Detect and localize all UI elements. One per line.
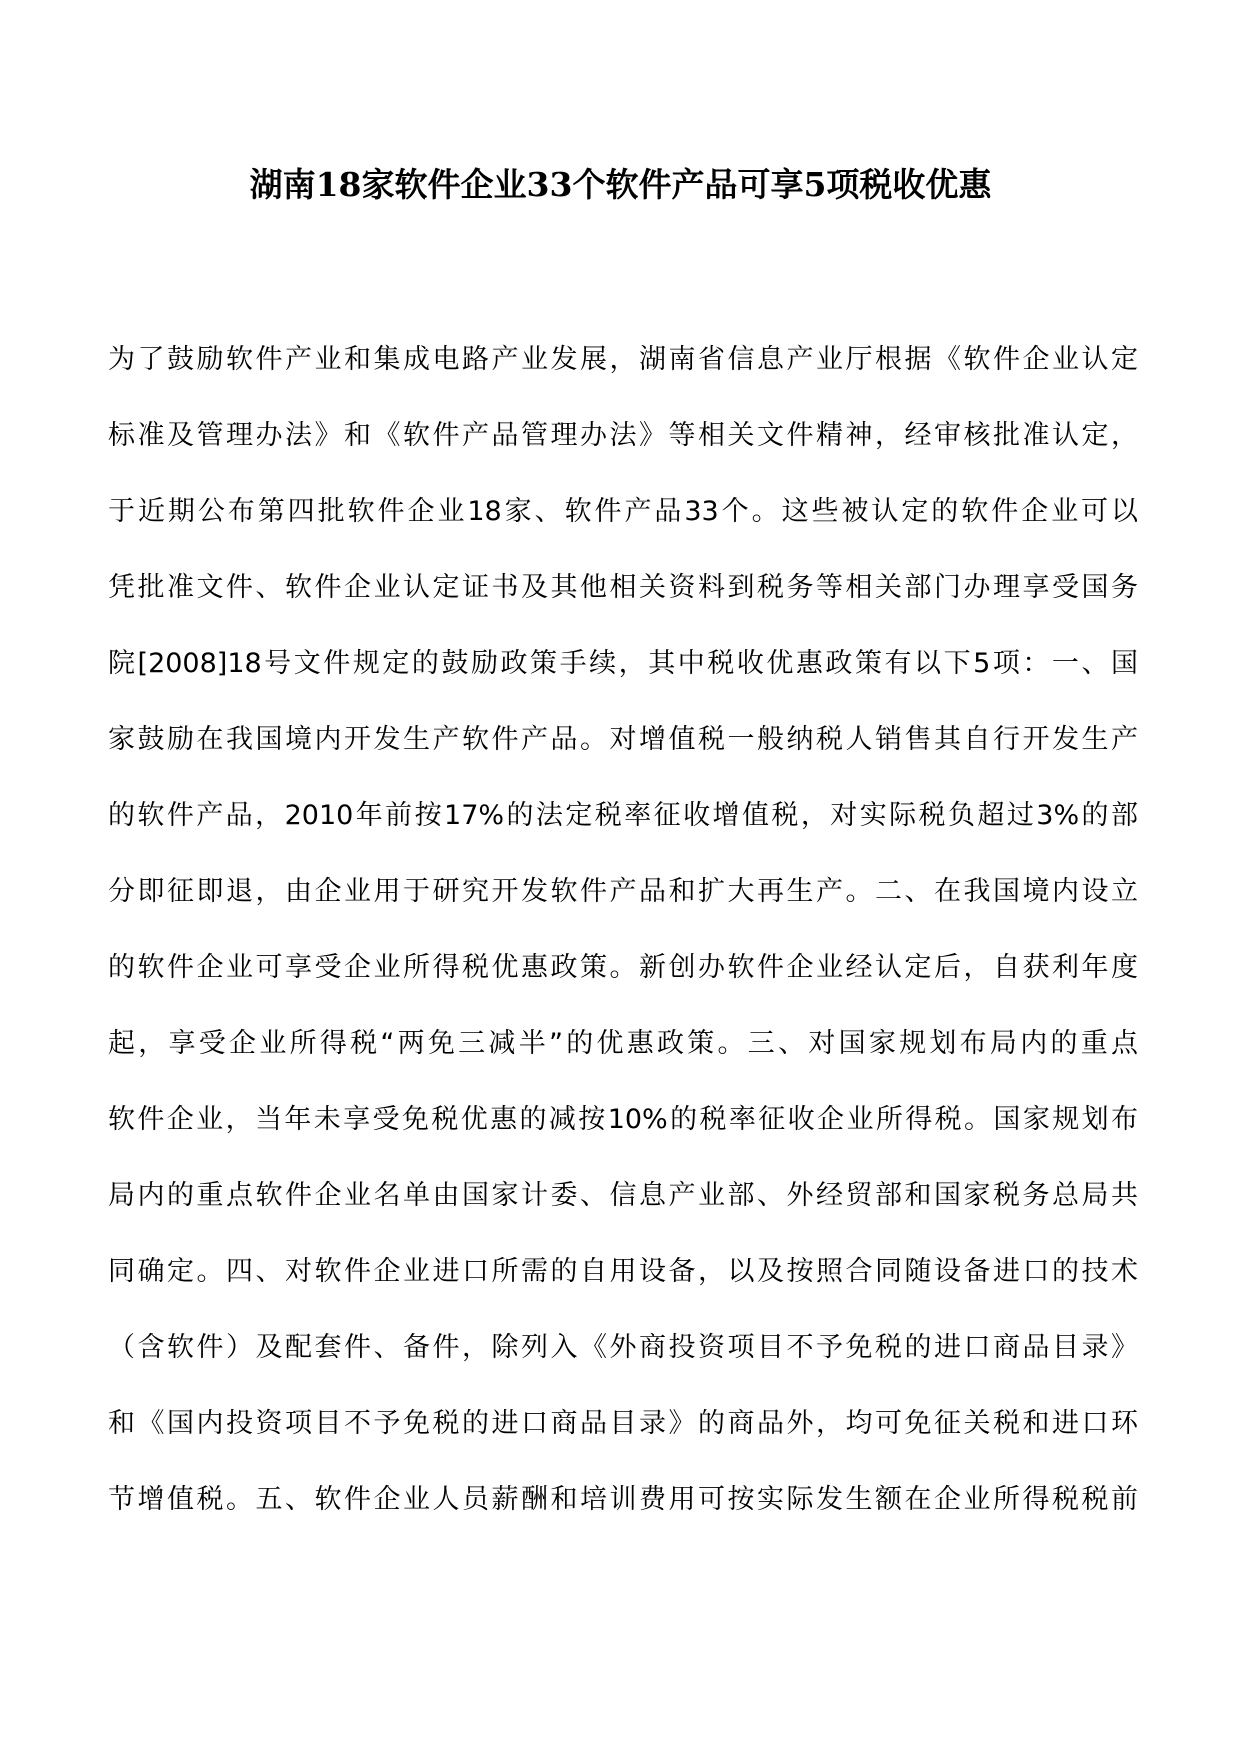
paragraph-line: 为了鼓励软件产业和集成电路产业发展，湖南省信息产业厅根据《软件企业认定 (108, 344, 1138, 375)
paragraph-line: 凭批准文件、软件企业认定证书及其他相关资料到税务等相关部门办理享受国务 (108, 572, 1138, 603)
paragraph-line: 家鼓励在我国境内开发生产软件产品。对增值税一般纳税人销售其自行开发生产 (108, 724, 1138, 755)
paragraph-line: 于近期公布第四批软件企业18家、软件产品33个。这些被认定的软件企业可以 (108, 496, 1138, 527)
paragraph-line: 和《国内投资项目不予免税的进口商品目录》的商品外，均可免征关税和进口环 (108, 1408, 1138, 1439)
paragraph-line: 的软件企业可享受企业所得税优惠政策。新创办软件企业经认定后，自获利年度 (108, 952, 1138, 983)
document-title: 湖南18家软件企业33个软件产品可享5项税收优惠 (249, 165, 992, 204)
paragraph-line: 软件企业，当年未享受免税优惠的减按10%的税率征收企业所得税。国家规划布 (108, 1104, 1138, 1135)
paragraph-line: 起，享受企业所得税“两免三减半”的优惠政策。三、对国家规划布局内的重点 (108, 1028, 1138, 1059)
paragraph-line: 局内的重点软件企业名单由国家计委、信息产业部、外经贸部和国家税务总局共 (108, 1180, 1138, 1211)
paragraph-line: （含软件）及配套件、备件，除列入《外商投资项目不予免税的进口商品目录》 (108, 1332, 1138, 1363)
paragraph-line: 分即征即退，由企业用于研究开发软件产品和扩大再生产。二、在我国境内设立 (108, 876, 1138, 907)
paragraph-line: 节增值税。五、软件企业人员薪酬和培训费用可按实际发生额在企业所得税税前 (108, 1484, 1138, 1515)
paragraph-line: 标准及管理办法》和《软件产品管理办法》等相关文件精神，经审核批准认定， (108, 420, 1138, 451)
paragraph-line: 同确定。四、对软件企业进口所需的自用设备，以及按照合同随设备进口的技术 (108, 1256, 1138, 1287)
paragraph-line: 的软件产品，2010年前按17%的法定税率征收增值税，对实际税负超过3%的部 (108, 800, 1138, 831)
document-body (108, 342, 1138, 1558)
paragraph-line: 院[2008]18号文件规定的鼓励政策手续，其中税收优惠政策有以下5项：一、国 (108, 648, 1138, 679)
